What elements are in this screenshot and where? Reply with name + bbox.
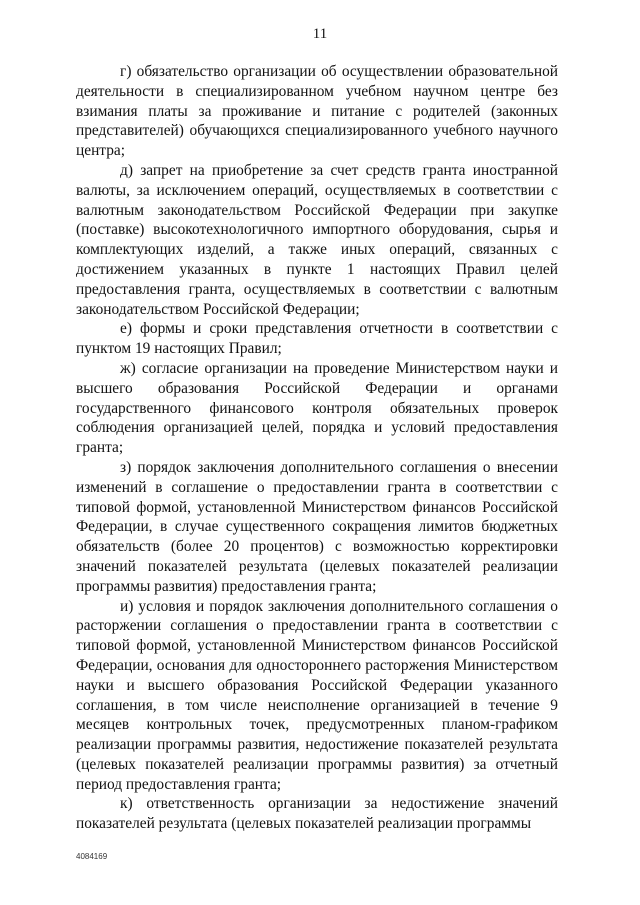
paragraph-d: д) запрет на приобретение за счет средств гранта иностранной валюты, за исключением операций, осуществляемых в соответствии с валютным законодательством Российской Федерации при закупке (поставке) высокотехнологичного импортного оборудования, сырья и комплектующих изделий, а также иных операций, связанных с достижением указанных в пункте 1 настоящих Правил целей предоставления гранта, осуществляемых в соответствии с валютным законодательством Российской Федерации; [76,161,558,318]
paragraph-z: з) порядок заключения дополнительного соглашения о внесении изменений в соглашение о предоставлении гранта в соответствии с типовой формой, установленной Министерством финансов Российской Федерации, в случае существенного сокращения лимитов бюджетных обязательств (более 20 процентов) с возможностью корректировки значений показателей результата (целевых показателей реализации программы развития) предоставления гранта; [76,458,558,595]
page-number: 11 [312,26,328,42]
paragraph-zh: ж) согласие организации на проведение Министерством науки и высшего образования Российской Федерации и органами государственного финансового контроля обязательных проверок соблюдения организацией целей, порядка и условий предоставления гранта; [76,359,558,457]
paragraph-i: и) условия и порядок заключения дополнительного соглашения о расторжении соглашения о предоставлении гранта в соответствии с типовой формой, установленной Министерством финансов Российской Федерации, основания для одностороннего расторжения Министерством науки и высшего образования Российской Федерации указанного соглашения, в том числе неисполнение организацией в течение 9 месяцев контрольных точек, предусмотренных планом-графиком реализации программы развития, недостижение показателей результата (целевых показателей реализации программы развития) за отчетный период предоставления гранта; [76,597,558,793]
document-body [76,62,558,834]
paragraph-g: г) обязательство организации об осуществлении образовательной деятельности в специализированном учебном научном центре без взимания платы за проживание и питание с родителей (законных представителей) обучающихся специализированного учебного научного центра; [76,63,558,160]
paragraph-e: е) формы и сроки представления отчетности в соответствии с пунктом 19 настоящих Правил; [76,320,558,358]
paragraph-k: к) ответственность организации за недостижение значений показателей результата (целевых показателей реализации программы [76,795,558,833]
document-id: 4084169 [76,852,108,861]
